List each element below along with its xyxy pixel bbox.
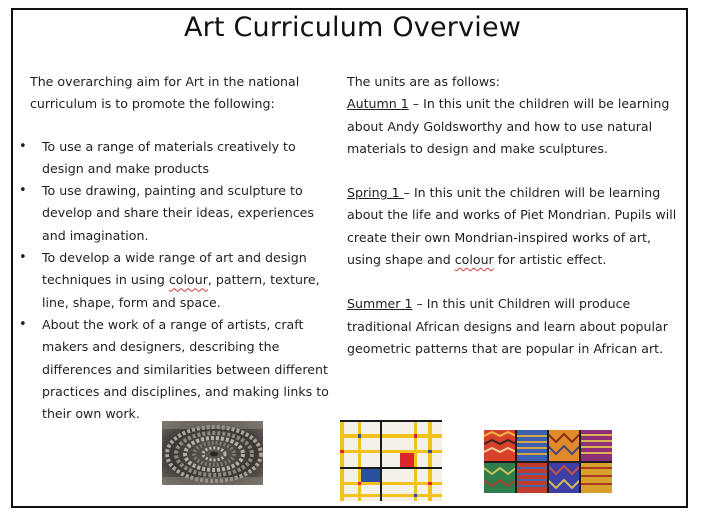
aims-column <box>19 71 330 425</box>
bullet-icon: • <box>19 138 27 154</box>
mondrian-grid-painting <box>340 420 442 501</box>
african-pattern-artwork <box>484 430 612 493</box>
goldsworthy-stone-spiral-photo <box>162 421 263 485</box>
unit-description: – In this unit Children will produce traditional African designs and learn about popular geometric patterns that are popular in African art. <box>347 296 668 356</box>
aim-item <box>19 247 330 314</box>
unit-description: – In this unit the children will be learning about Andy Goldsworthy and how to use natural materials to design and make sculptures. <box>347 96 670 156</box>
bullet-icon: • <box>19 183 27 199</box>
unit-description-end: for artistic effect. <box>493 252 607 268</box>
aim-text-end: , pattern, texture, line, shape, form and space. <box>42 272 320 310</box>
page-title: Art Curriculum Overview <box>183 12 522 43</box>
aim-item <box>19 136 330 181</box>
unit-term-autumn: Autumn 1 <box>347 96 409 112</box>
units-heading: The units are as follows: <box>347 74 500 89</box>
unit-term-spring: Spring 1 <box>347 185 404 201</box>
spellcheck-flagged-word: colour <box>168 272 208 288</box>
units-heading-block <box>347 71 677 160</box>
aim-item <box>19 314 330 425</box>
unit-description-start: – In this unit the children will be learning about the life and works of Piet Mondrian. Pupils will create their own Mondrian-inspired works of art, using shape and <box>347 185 677 268</box>
unit-term-summer: Summer 1 <box>347 296 413 312</box>
aim-item <box>19 180 330 247</box>
aims-intro: The overarching aim for Art in the national curriculum is to promote the following: <box>30 74 300 112</box>
spellcheck-flagged-word: colour <box>454 252 494 268</box>
aim-text: About the work of a range of artists, craft makers and designers, describing the differences and similarities between different practices and disciplines, and making links to their own work. <box>42 316 329 422</box>
units-column <box>347 71 677 360</box>
unit-summer <box>347 293 677 360</box>
bullet-icon: • <box>19 316 27 332</box>
aim-text: To use drawing, painting and sculpture to develop and share their ideas, experiences and imagination. <box>42 183 314 243</box>
aim-text: To use a range of materials creatively to design and make products <box>42 138 296 176</box>
bullet-icon: • <box>19 250 27 266</box>
aims-list <box>19 136 330 426</box>
aim-text-start: To develop a wide range of art and design techniques in using <box>42 250 307 288</box>
unit-spring <box>347 182 677 271</box>
